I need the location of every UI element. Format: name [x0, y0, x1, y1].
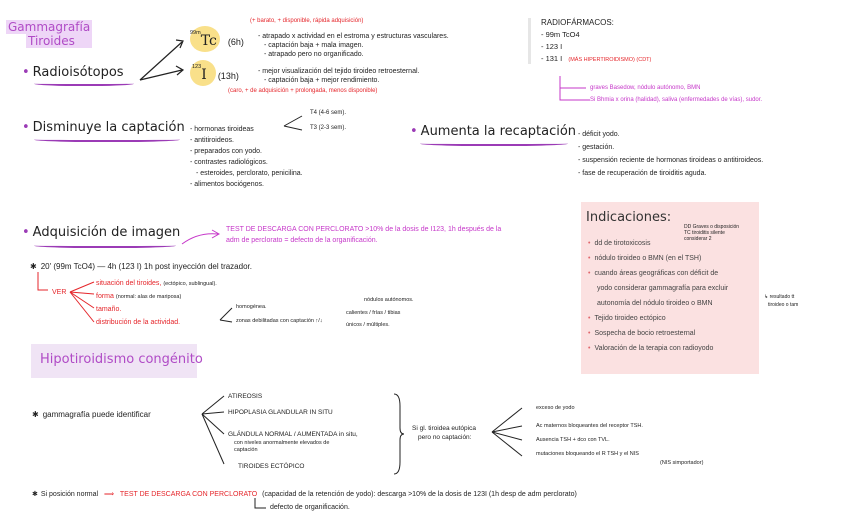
hipo-item-3-line2: con niveles anormalmente elevados de — [234, 440, 330, 446]
side-note-top1: DD Graves o disposición — [684, 224, 740, 230]
iodine-note-bottom: (caro, + de adquisición + prolongada, menos disponible) — [228, 88, 378, 94]
branch-arrows — [138, 34, 188, 90]
zonas-sub1: calientes / frías / tibias — [346, 310, 401, 316]
radioisotopos-heading: • Radioisótopos — [22, 65, 124, 80]
iodine-isotope: $^{123}$I (13h) — [192, 64, 239, 83]
homogenea-note: homogénea. — [236, 304, 267, 310]
hipo-item-4: TIROIDES ECTÓPICO — [238, 463, 305, 470]
indicaciones-heading: Indicaciones: — [586, 210, 672, 225]
bullet-icon: • — [22, 120, 30, 135]
result-2: Ac maternos bloqueantes del receptor TSH. — [536, 423, 643, 429]
t4-note: T4 (4-6 sem). — [310, 110, 347, 116]
i131-sub2: Si Bhmia x orina (halidad), saliva (enfermedades de vías), sudor. — [590, 97, 763, 103]
bottom-result: defecto de organificación. — [270, 504, 350, 511]
hipo-item-3-line3: captación — [234, 447, 258, 453]
hipo-item-2: HIPOPLASIA GLANDULAR IN SITU — [228, 409, 333, 416]
zonas-top-note: nódulos autónomos. — [364, 297, 414, 303]
adquisicion-heading: • Adquisición de imagen — [22, 225, 181, 240]
gammagrafia-puede: ✱ gammagrafía puede identificar — [32, 410, 151, 419]
tc-note-top: (+ barato, + disponible, rápida adquisición) — [250, 18, 364, 24]
result-4: mutaciones bloqueando el R TSH y el NIS — [536, 451, 639, 457]
t3-note: T3 (2-3 sem). — [310, 125, 347, 131]
brace — [392, 392, 406, 476]
page-title — [6, 20, 92, 48]
tc-isotope: $^{99m}$Tc (6h) — [190, 30, 244, 49]
i131-sub1: graves Basedow, nódulo autónomo, BMN — [590, 85, 701, 91]
tc-lines: - atrapado x actividad en el estroma y estructuras vasculares. - captación baja + mala imagen. - atrapado pero no organificado. — [258, 33, 449, 58]
heading-underline — [34, 242, 176, 248]
bullet-icon: • — [22, 225, 30, 240]
ver-label: VER — [52, 289, 67, 296]
aumenta-heading: • Aumenta la recaptación — [410, 124, 577, 139]
radiofarmacos-heading: RADIOFÁRMACOS: — [541, 18, 614, 27]
test-note-2: adm de perclorato = defecto de la organificación. — [226, 237, 378, 244]
distribucion-branch — [218, 304, 236, 326]
ver-arrow — [32, 272, 52, 298]
test-note-1: TEST DE DESCARGA CON PERCLORATO >10% de la dosis de I123, 1h después de la — [226, 226, 502, 233]
radiofarmaco-item: - 123 I — [541, 42, 563, 51]
zonas-note: zonas debilitadas con captación ↑/↓ — [236, 318, 323, 324]
disminuye-heading: • Disminuye la captación — [22, 120, 185, 135]
radiofarmacos-block — [528, 18, 651, 64]
asterisk-icon: ✱ — [30, 262, 37, 271]
result-1: exceso de yodo — [536, 405, 575, 411]
heading-underline — [34, 80, 134, 86]
bottom-arrow — [252, 498, 270, 514]
result-3: Ausencia TSH + dco con TVL. — [536, 437, 610, 443]
zonas-sub2: únicos / múltiples. — [346, 322, 390, 328]
disminuye-list: - hormonas tiroideas - antitiroideos. - preparados con yodo. - contrastes radiológicos. - esteroides, perclorato, penicilina. - alimentos bociógenos. — [190, 126, 303, 188]
hipo-item-3: GLÁNDULA NORMAL / AUMENTADA in situ, — [228, 431, 358, 438]
si-line-1: Si gl. tiroidea eutópica — [412, 425, 476, 432]
arrow-icon: ⟹ — [104, 491, 115, 498]
radiofarmaco-item: - 99m TcO4 — [541, 30, 580, 39]
indicaciones-list: • dd de tirotoxicosis • nódulo tiroideo o BMN (en el TSH) • cuando áreas geográficas con déficit de yodo considerar gammagrafía para excluir autonomía del nódulo tiroideo o BMN • Tejido tiroideo ectópico • Sospecha de bocio retroesternal • Valoración de la terapia con radioyodo — [588, 240, 729, 352]
hipotiroidismo-heading: Hipotiroidismo congénito — [40, 352, 203, 367]
result-note: (NIS simportador) — [660, 460, 704, 466]
radiofarmaco-item: - 131 I (MÁS HIPERTIROIDISMO) (CDT) — [541, 54, 652, 63]
si-line-2: pero no captación: — [418, 434, 472, 441]
ver-list: situación del tiroides, (ectópico, sublingual). forma (normal: alas de mariposa) tamaño. distribución de la actividad. — [96, 280, 217, 326]
side-note-top2: TC tiroiditis silente — [684, 230, 725, 236]
bullet-icon: • — [410, 124, 418, 139]
title-line-2: Tiroides — [26, 34, 92, 48]
timing-line: ✱ 20' (99m TcO4) — 4h (123 I) 1h post inyección del trazador. — [30, 262, 252, 271]
iodine-lines: - mejor visualización del tejido tiroideo retroesternal. - captación baja + mejor rendimiento. — [258, 68, 420, 84]
side-note-right2: tiroideo o tam — [768, 302, 799, 308]
puede-branches — [200, 390, 230, 472]
asterisk-icon: ✱ — [32, 491, 38, 498]
asterisk-icon: ✱ — [32, 410, 39, 419]
bullet-icon: • — [22, 65, 30, 80]
heading-underline — [34, 136, 180, 142]
test-arrow — [178, 226, 224, 250]
side-note-right1: ↳ resultado tt — [764, 294, 795, 300]
title-line-1: Gammagrafía — [8, 20, 91, 34]
heading-underline — [420, 140, 568, 146]
side-note-top3: considerar 2 — [684, 236, 712, 242]
hipo-item-1: ATIREOSIS — [228, 393, 263, 400]
si-branches — [490, 404, 530, 462]
aumenta-list: - déficit yodo. - gestación. - suspensión reciente de hormonas tiroideas o antitiroideos. - fase de recuperación de tiroiditis aguda. — [578, 131, 764, 177]
hormonas-branch — [282, 112, 308, 136]
bottom-line: ✱ Si posición normal ⟹ TEST DE DESCARGA CON PERCLORATO (capacidad de la retención de yodo): descarga >10% de la dosis de 123I (1h desp de adm perclorato) — [32, 491, 577, 498]
